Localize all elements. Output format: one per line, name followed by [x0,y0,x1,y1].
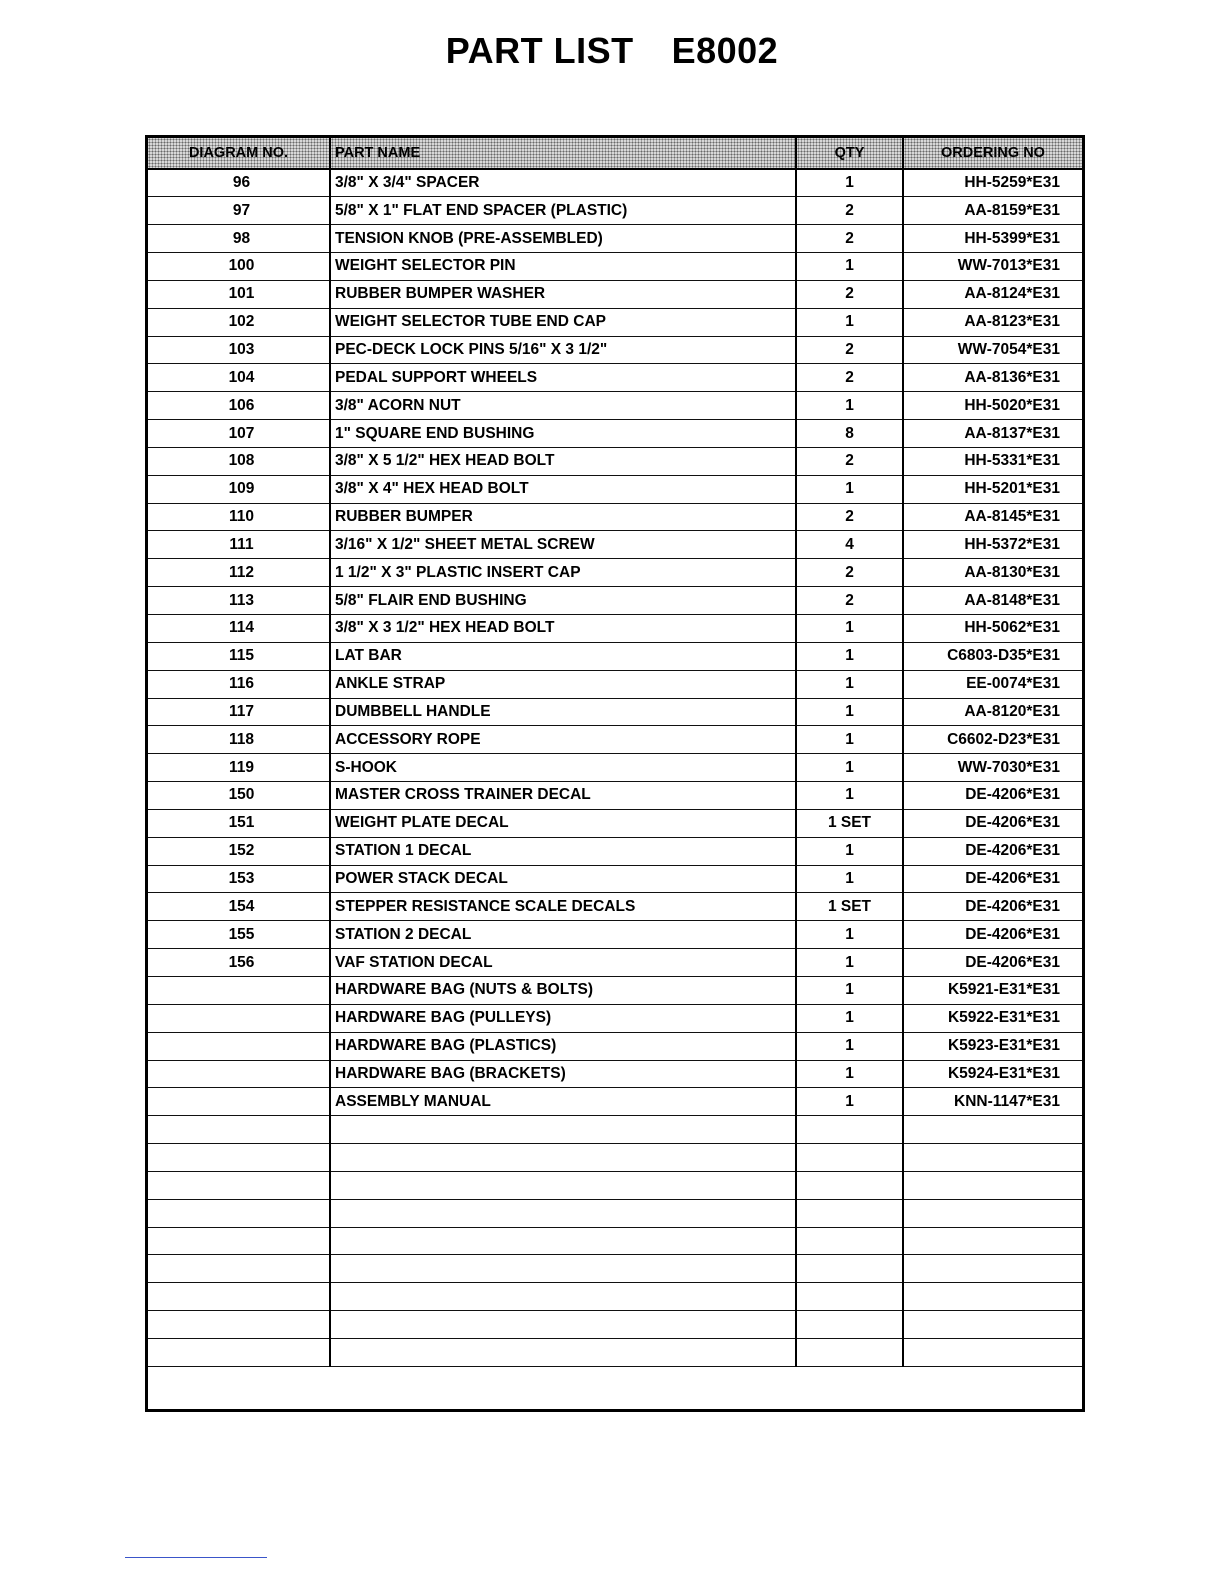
cell-diagram-no: 156 [148,949,330,977]
cell-diagram-no: 98 [148,225,330,253]
cell-qty: 1 [796,976,903,1004]
cell-part-name [330,1144,796,1172]
cell-ordering-no: DE-4206*E31 [903,865,1082,893]
cell-qty: 1 [796,698,903,726]
cell-part-name: RUBBER BUMPER WASHER [330,280,796,308]
parts-table [148,138,1082,1367]
table-row [148,893,1082,921]
cell-ordering-no: HH-5020*E31 [903,392,1082,420]
table-row [148,1088,1082,1116]
cell-diagram-no: 154 [148,893,330,921]
cell-qty [796,1116,903,1144]
cell-ordering-no: K5921-E31*E31 [903,976,1082,1004]
table-row [148,1283,1082,1311]
cell-qty: 1 [796,754,903,782]
cell-part-name: PEDAL SUPPORT WHEELS [330,364,796,392]
cell-diagram-no: 116 [148,670,330,698]
cell-qty: 1 SET [796,893,903,921]
cell-part-name: MASTER CROSS TRAINER DECAL [330,782,796,810]
cell-diagram-no [148,1227,330,1255]
header-part-name: PART NAME [330,138,796,169]
cell-ordering-no [903,1144,1082,1172]
cell-part-name: 1 1/2" X 3" PLASTIC INSERT CAP [330,559,796,587]
cell-diagram-no [148,1171,330,1199]
table-body [148,169,1082,1366]
cell-part-name: ACCESSORY ROPE [330,726,796,754]
cell-qty: 2 [796,336,903,364]
cell-qty: 1 [796,1004,903,1032]
header-diagram-no: DIAGRAM NO. [148,138,330,169]
cell-diagram-no: 107 [148,420,330,448]
cell-ordering-no: DE-4206*E31 [903,921,1082,949]
cell-ordering-no: AA-8148*E31 [903,587,1082,615]
header-row [148,138,1082,169]
table-row [148,1311,1082,1339]
cell-diagram-no: 153 [148,865,330,893]
cell-part-name: POWER STACK DECAL [330,865,796,893]
cell-part-name [330,1311,796,1339]
cell-qty: 1 [796,475,903,503]
cell-diagram-no: 117 [148,698,330,726]
cell-part-name: WEIGHT SELECTOR PIN [330,253,796,281]
table-row [148,865,1082,893]
table-row [148,670,1082,698]
cell-diagram-no: 155 [148,921,330,949]
table-row [148,1060,1082,1088]
cell-ordering-no: WW-7030*E31 [903,754,1082,782]
table-row [148,392,1082,420]
cell-ordering-no: HH-5331*E31 [903,447,1082,475]
cell-part-name: 5/8" FLAIR END BUSHING [330,587,796,615]
table-row [148,1338,1082,1366]
cell-qty [796,1144,903,1172]
cell-ordering-no: AA-8120*E31 [903,698,1082,726]
cell-qty: 2 [796,503,903,531]
table-row [148,225,1082,253]
table-row [148,809,1082,837]
cell-qty: 1 [796,1088,903,1116]
cell-ordering-no [903,1227,1082,1255]
cell-diagram-no: 106 [148,392,330,420]
cell-diagram-no [148,1338,330,1366]
cell-qty: 1 [796,782,903,810]
cell-ordering-no: AA-8136*E31 [903,364,1082,392]
cell-qty [796,1255,903,1283]
cell-ordering-no: DE-4206*E31 [903,949,1082,977]
table-row [148,642,1082,670]
cell-part-name: STATION 2 DECAL [330,921,796,949]
table-row [148,949,1082,977]
cell-part-name: WEIGHT SELECTOR TUBE END CAP [330,308,796,336]
table-row [148,1199,1082,1227]
cell-qty: 8 [796,420,903,448]
cell-ordering-no [903,1116,1082,1144]
cell-ordering-no: AA-8130*E31 [903,559,1082,587]
cell-qty: 1 [796,670,903,698]
cell-ordering-no: DE-4206*E31 [903,837,1082,865]
cell-ordering-no: AA-8123*E31 [903,308,1082,336]
cell-ordering-no: HH-5259*E31 [903,169,1082,197]
cell-part-name: 3/8" X 3 1/2" HEX HEAD BOLT [330,615,796,643]
table-row [148,1032,1082,1060]
table-row [148,837,1082,865]
cell-ordering-no: DE-4206*E31 [903,893,1082,921]
cell-qty: 2 [796,587,903,615]
cell-diagram-no: 113 [148,587,330,615]
cell-part-name: HARDWARE BAG (PLASTICS) [330,1032,796,1060]
cell-diagram-no [148,1283,330,1311]
cell-part-name: WEIGHT PLATE DECAL [330,809,796,837]
model-number: E8002 [671,30,779,71]
cell-qty: 1 [796,1060,903,1088]
cell-qty: 1 [796,169,903,197]
table-row [148,1004,1082,1032]
cell-qty: 1 [796,642,903,670]
cell-ordering-no: HH-5372*E31 [903,531,1082,559]
cell-qty: 1 [796,615,903,643]
cell-part-name [330,1227,796,1255]
table-row [148,782,1082,810]
cell-diagram-no [148,1144,330,1172]
table-header [148,138,1082,169]
cell-qty: 1 [796,865,903,893]
table-row [148,587,1082,615]
table-row [148,280,1082,308]
table-row [148,754,1082,782]
cell-diagram-no [148,1004,330,1032]
cell-diagram-no: 102 [148,308,330,336]
cell-diagram-no [148,976,330,1004]
cell-ordering-no: C6602-D23*E31 [903,726,1082,754]
table-row [148,253,1082,281]
cell-qty: 2 [796,280,903,308]
cell-ordering-no: WW-7054*E31 [903,336,1082,364]
cell-part-name: HARDWARE BAG (PULLEYS) [330,1004,796,1032]
cell-qty: 2 [796,447,903,475]
cell-diagram-no: 101 [148,280,330,308]
cell-part-name: LAT BAR [330,642,796,670]
cell-qty [796,1311,903,1339]
cell-part-name: 3/8" ACORN NUT [330,392,796,420]
cell-qty: 1 [796,921,903,949]
cell-qty: 2 [796,559,903,587]
cell-diagram-no [148,1088,330,1116]
cell-ordering-no: K5924-E31*E31 [903,1060,1082,1088]
cell-qty [796,1227,903,1255]
cell-diagram-no: 114 [148,615,330,643]
table-row [148,726,1082,754]
cell-qty: 2 [796,225,903,253]
cell-qty [796,1283,903,1311]
cell-part-name: DUMBBELL HANDLE [330,698,796,726]
cell-diagram-no [148,1199,330,1227]
cell-part-name: S-HOOK [330,754,796,782]
cell-diagram-no: 100 [148,253,330,281]
cell-part-name [330,1338,796,1366]
cell-ordering-no: EE-0074*E31 [903,670,1082,698]
cell-part-name: HARDWARE BAG (BRACKETS) [330,1060,796,1088]
cell-ordering-no [903,1255,1082,1283]
parts-table-container [145,135,1085,1412]
cell-qty: 2 [796,364,903,392]
cell-diagram-no: 115 [148,642,330,670]
cell-diagram-no: 103 [148,336,330,364]
table-row [148,531,1082,559]
cell-diagram-no [148,1255,330,1283]
cell-qty: 1 [796,308,903,336]
cell-qty: 1 [796,949,903,977]
cell-part-name [330,1171,796,1199]
cell-part-name: 3/8" X 5 1/2" HEX HEAD BOLT [330,447,796,475]
footer-rule [125,1557,267,1558]
cell-part-name: 5/8" X 1" FLAT END SPACER (PLASTIC) [330,197,796,225]
cell-ordering-no: WW-7013*E31 [903,253,1082,281]
cell-qty: 2 [796,197,903,225]
cell-diagram-no [148,1116,330,1144]
cell-ordering-no: DE-4206*E31 [903,809,1082,837]
cell-part-name: RUBBER BUMPER [330,503,796,531]
cell-diagram-no: 152 [148,837,330,865]
cell-qty: 1 [796,1032,903,1060]
cell-part-name: 3/8" X 3/4" SPACER [330,169,796,197]
cell-diagram-no: 119 [148,754,330,782]
cell-part-name [330,1255,796,1283]
cell-part-name: 3/8" X 4" HEX HEAD BOLT [330,475,796,503]
table-row [148,559,1082,587]
cell-part-name: 1" SQUARE END BUSHING [330,420,796,448]
cell-ordering-no: HH-5201*E31 [903,475,1082,503]
cell-ordering-no: K5923-E31*E31 [903,1032,1082,1060]
table-row [148,1144,1082,1172]
cell-part-name: VAF STATION DECAL [330,949,796,977]
cell-ordering-no [903,1171,1082,1199]
cell-qty: 1 [796,726,903,754]
cell-part-name [330,1283,796,1311]
table-row [148,1227,1082,1255]
table-row [148,1116,1082,1144]
cell-ordering-no: HH-5399*E31 [903,225,1082,253]
header-qty: QTY [796,138,903,169]
cell-part-name: PEC-DECK LOCK PINS 5/16" X 3 1/2" [330,336,796,364]
cell-diagram-no: 96 [148,169,330,197]
cell-qty: 1 [796,253,903,281]
cell-diagram-no: 109 [148,475,330,503]
table-row [148,169,1082,197]
cell-qty: 1 [796,392,903,420]
cell-part-name: ASSEMBLY MANUAL [330,1088,796,1116]
cell-part-name: 3/16" X 1/2" SHEET METAL SCREW [330,531,796,559]
cell-ordering-no: AA-8145*E31 [903,503,1082,531]
cell-part-name: ANKLE STRAP [330,670,796,698]
cell-diagram-no [148,1032,330,1060]
cell-diagram-no [148,1060,330,1088]
cell-qty [796,1338,903,1366]
cell-diagram-no: 111 [148,531,330,559]
cell-diagram-no: 151 [148,809,330,837]
cell-qty: 1 SET [796,809,903,837]
cell-diagram-no: 118 [148,726,330,754]
cell-qty [796,1171,903,1199]
table-row [148,197,1082,225]
cell-ordering-no [903,1283,1082,1311]
table-row [148,364,1082,392]
cell-ordering-no [903,1199,1082,1227]
cell-diagram-no: 97 [148,197,330,225]
table-row [148,336,1082,364]
table-row [148,503,1082,531]
table-row [148,420,1082,448]
table-row [148,1171,1082,1199]
cell-diagram-no: 104 [148,364,330,392]
cell-diagram-no: 110 [148,503,330,531]
cell-diagram-no: 150 [148,782,330,810]
cell-diagram-no: 108 [148,447,330,475]
table-row [148,447,1082,475]
cell-part-name: HARDWARE BAG (NUTS & BOLTS) [330,976,796,1004]
cell-ordering-no: DE-4206*E31 [903,782,1082,810]
cell-part-name: TENSION KNOB (PRE-ASSEMBLED) [330,225,796,253]
header-ordering-no: ORDERING NO [903,138,1082,169]
cell-diagram-no: 112 [148,559,330,587]
cell-part-name [330,1116,796,1144]
cell-diagram-no [148,1311,330,1339]
table-row [148,308,1082,336]
cell-part-name: STATION 1 DECAL [330,837,796,865]
table-row [148,615,1082,643]
cell-qty: 4 [796,531,903,559]
table-row [148,1255,1082,1283]
cell-ordering-no: C6803-D35*E31 [903,642,1082,670]
cell-ordering-no: AA-8137*E31 [903,420,1082,448]
cell-ordering-no: AA-8159*E31 [903,197,1082,225]
table-row [148,475,1082,503]
cell-ordering-no: KNN-1147*E31 [903,1088,1082,1116]
cell-ordering-no [903,1311,1082,1339]
table-row [148,976,1082,1004]
page-title [0,30,1224,72]
cell-ordering-no [903,1338,1082,1366]
title-text: PART LIST [445,30,634,71]
cell-qty: 1 [796,837,903,865]
cell-part-name [330,1199,796,1227]
table-row [148,698,1082,726]
cell-part-name: STEPPER RESISTANCE SCALE DECALS [330,893,796,921]
cell-ordering-no: AA-8124*E31 [903,280,1082,308]
cell-ordering-no: HH-5062*E31 [903,615,1082,643]
cell-qty [796,1199,903,1227]
cell-ordering-no: K5922-E31*E31 [903,1004,1082,1032]
table-row [148,921,1082,949]
